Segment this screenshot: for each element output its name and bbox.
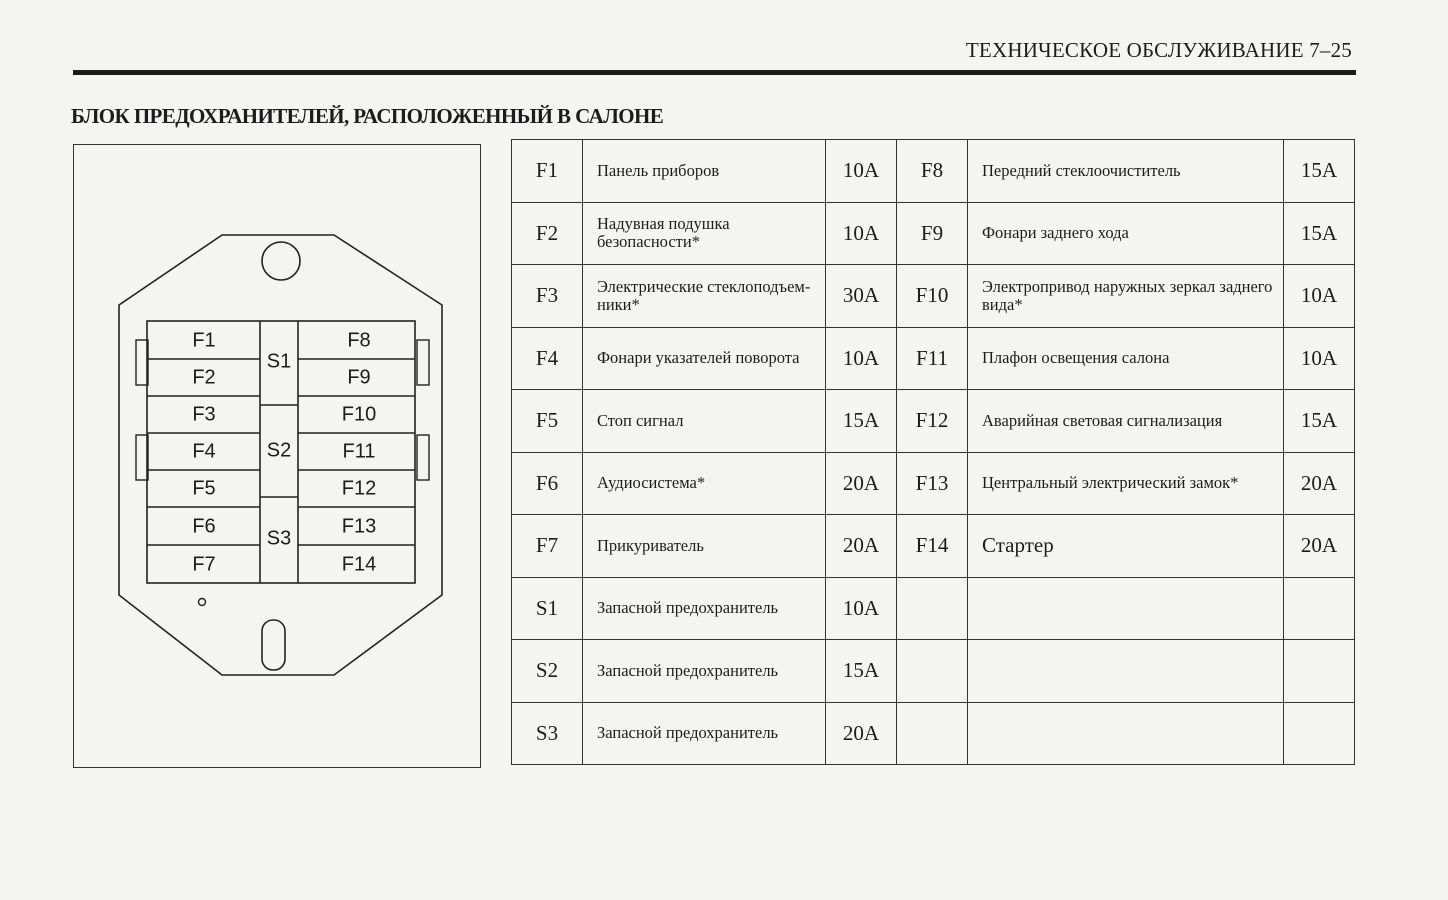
fuse-id: F4 bbox=[512, 327, 583, 390]
fuse-id: S1 bbox=[512, 577, 583, 640]
diagram-fuse-label: F7 bbox=[192, 553, 216, 576]
table-row bbox=[512, 702, 1355, 765]
fuse-assignment-table bbox=[511, 139, 1355, 765]
fuse-id: F1 bbox=[512, 140, 583, 203]
fuse-id: F7 bbox=[512, 515, 583, 578]
diagram-spare-label: S2 bbox=[266, 439, 292, 462]
diagram-fuse-label: F10 bbox=[341, 403, 377, 426]
fuse-description: Аудиосистема* bbox=[583, 452, 826, 515]
diagram-fuse-label: F9 bbox=[347, 366, 371, 389]
fuse-id: F2 bbox=[512, 202, 583, 265]
fuse-rating bbox=[1284, 640, 1355, 703]
fuse-id: F3 bbox=[512, 265, 583, 328]
fuse-rating: 20A bbox=[1284, 452, 1355, 515]
fuse-description: Запасной предохранитель bbox=[583, 702, 826, 765]
diagram-fuse-label: F1 bbox=[192, 329, 216, 352]
fuse-rating: 15A bbox=[1284, 140, 1355, 203]
fuse-rating: 15A bbox=[1284, 202, 1355, 265]
diagram-fuse-label: F3 bbox=[192, 403, 216, 426]
fuse-description: Стоп сигнал bbox=[583, 390, 826, 453]
fuse-description: Электрические стеклоподъем- ники* bbox=[583, 265, 826, 328]
fuse-description: Стартер bbox=[968, 515, 1284, 578]
fuse-description: Прикуриватель bbox=[583, 515, 826, 578]
fuse-rating: 10A bbox=[826, 140, 897, 203]
diagram-fuse-label: F14 bbox=[341, 553, 377, 576]
fuse-id: F14 bbox=[897, 515, 968, 578]
table-row bbox=[512, 202, 1355, 265]
fuse-id: F5 bbox=[512, 390, 583, 453]
diagram-spare-label: S1 bbox=[266, 350, 292, 373]
fuse-rating: 20A bbox=[826, 452, 897, 515]
fuse-description: Электропривод наружных зеркал заднего вида* bbox=[968, 265, 1284, 328]
fuse-rating: 20A bbox=[826, 515, 897, 578]
fuse-id: S3 bbox=[512, 702, 583, 765]
diagram-fuse-label: F5 bbox=[192, 477, 216, 500]
reference-dot bbox=[199, 599, 206, 606]
fuse-description: Фонари заднего хода bbox=[968, 202, 1284, 265]
fuse-rating: 15A bbox=[826, 390, 897, 453]
fuse-id: F6 bbox=[512, 452, 583, 515]
page-header-title bbox=[966, 38, 1352, 63]
fuse-rating: 10A bbox=[1284, 265, 1355, 328]
mounting-slot-bottom bbox=[262, 620, 285, 670]
fuse-id: F13 bbox=[897, 452, 968, 515]
fuse-rating: 20A bbox=[826, 702, 897, 765]
diagram-fuse-label: F4 bbox=[192, 440, 216, 463]
fuse-id: F8 bbox=[897, 140, 968, 203]
fuse-description: Надувная подушка безопасности* bbox=[583, 202, 826, 265]
table-row bbox=[512, 140, 1355, 203]
fuse-rating: 20A bbox=[1284, 515, 1355, 578]
fuse-rating: 10A bbox=[826, 577, 897, 640]
fuse-description bbox=[968, 640, 1284, 703]
fuse-rating: 15A bbox=[826, 640, 897, 703]
header-rule bbox=[73, 70, 1356, 75]
header-page-number: 7–25 bbox=[1309, 38, 1352, 62]
mounting-hole-top bbox=[262, 242, 300, 280]
table-row bbox=[512, 577, 1355, 640]
fuse-rating: 10A bbox=[826, 327, 897, 390]
fuse-id bbox=[897, 702, 968, 765]
fuse-id bbox=[897, 640, 968, 703]
fuse-description bbox=[968, 702, 1284, 765]
fuse-id: F11 bbox=[897, 327, 968, 390]
table-row bbox=[512, 640, 1355, 703]
fuse-id: F9 bbox=[897, 202, 968, 265]
diagram-spare-label: S3 bbox=[266, 527, 292, 550]
fuse-id: F12 bbox=[897, 390, 968, 453]
fuse-description: Фонари указателей поворота bbox=[583, 327, 826, 390]
fuse-description: Передний стеклоочиститель bbox=[968, 140, 1284, 203]
diagram-fuse-label: F2 bbox=[192, 366, 216, 389]
table-row bbox=[512, 265, 1355, 328]
diagram-fuse-label: F8 bbox=[347, 329, 371, 352]
diagram-fuse-label: F13 bbox=[341, 515, 377, 538]
fuse-id: S2 bbox=[512, 640, 583, 703]
fuse-description: Панель приборов bbox=[583, 140, 826, 203]
fuse-id: F10 bbox=[897, 265, 968, 328]
fuse-id bbox=[897, 577, 968, 640]
fuse-description: Центральный электрический замок* bbox=[968, 452, 1284, 515]
fuse-rating: 30A bbox=[826, 265, 897, 328]
fuse-description: Запасной предохранитель bbox=[583, 577, 826, 640]
table-row bbox=[512, 452, 1355, 515]
header-section-name: ТЕХНИЧЕСКОЕ ОБСЛУЖИВАНИЕ bbox=[965, 38, 1304, 62]
diagram-fuse-label: F6 bbox=[192, 515, 216, 538]
fuse-rating bbox=[1284, 577, 1355, 640]
fuse-rating bbox=[1284, 702, 1355, 765]
fuse-description: Плафон освещения салона bbox=[968, 327, 1284, 390]
fuse-rating: 10A bbox=[1284, 327, 1355, 390]
diagram-fuse-label: F11 bbox=[342, 440, 376, 463]
fuse-box-diagram bbox=[73, 144, 481, 768]
section-title: БЛОК ПРЕДОХРАНИТЕЛЕЙ, РАСПОЛОЖЕННЫЙ В САЛОНЕ bbox=[71, 104, 664, 128]
fuse-rating: 10A bbox=[826, 202, 897, 265]
fuse-description: Аварийная световая сигнализация bbox=[968, 390, 1284, 453]
diagram-fuse-label: F12 bbox=[341, 477, 377, 500]
fuse-rating: 15A bbox=[1284, 390, 1355, 453]
table-row bbox=[512, 515, 1355, 578]
table-row bbox=[512, 327, 1355, 390]
fuse-description: Запасной предохранитель bbox=[583, 640, 826, 703]
table-row bbox=[512, 390, 1355, 453]
fuse-description bbox=[968, 577, 1284, 640]
